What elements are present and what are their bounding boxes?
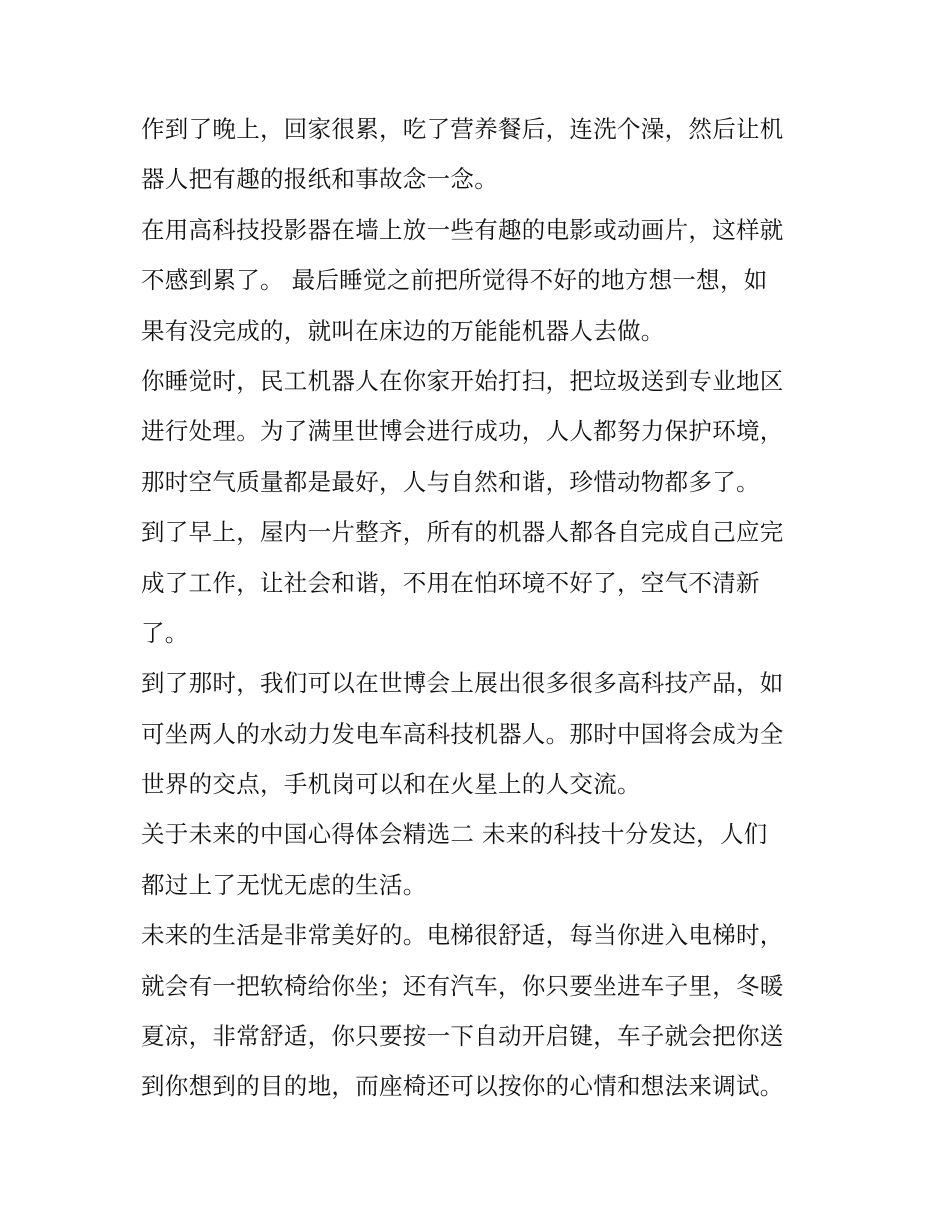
text-line: 关于未来的中国心得体会精选二 未来的科技十分发达，人们 <box>141 820 768 849</box>
text-line: 在用高科技投影器在墙上放一些有趣的电影或动画片，这样就 <box>141 215 784 244</box>
text-line: 作到了晚上，回家很累，吃了营养餐后，连洗个澡，然后让机 <box>141 115 784 143</box>
text-line: 到了早上，屋内一片整齐，所有的机器人都各自完成自己应完 <box>141 518 784 547</box>
text-line: 成了工作，让社会和谐，不用在怕环境不好了，空气不清新 <box>141 568 760 597</box>
text-line: 果有没完成的，就叫在床边的万能能机器人去做。 <box>141 316 665 345</box>
text-line: 了。 <box>141 618 189 647</box>
text-line: 器人把有趣的报纸和事故念一念。 <box>141 165 498 194</box>
text-line: 你睡觉时，民工机器人在你家开始打扫，把垃圾送到专业地区 <box>141 366 784 395</box>
text-line: 世界的交点，手机岗可以和在火星上的人交流。 <box>141 770 641 799</box>
text-line: 未来的生活是非常美好的。电梯很舒适，每当你进入电梯时， <box>141 921 784 950</box>
text-line: 那时空气质量都是最好，人与自然和谐，珍惜动物都多了。 <box>141 467 760 496</box>
text-line: 到你想到的目的地，而座椅还可以按你的心情和想法来调试。 <box>141 1072 784 1101</box>
body-text <box>141 104 821 1112</box>
text-line: 夏凉，非常舒适，你只要按一下自动开启键，车子就会把你送 <box>141 1022 784 1051</box>
text-line: 到了那时，我们可以在世博会上展出很多很多高科技产品，如 <box>141 669 784 698</box>
text-line: 都过上了无忧无虑的生活。 <box>141 870 427 899</box>
text-line: 进行处理。为了满里世博会进行成功，人人都努力保护环境， <box>141 417 784 446</box>
text-line: 不感到累了。 最后睡觉之前把所觉得不好的地方想一想，如 <box>141 266 768 295</box>
text-line: 可坐两人的水动力发电车高科技机器人。那时中国将会成为全 <box>141 719 784 748</box>
text-line: 就会有一把软椅给你坐；还有汽车，你只要坐进车子里，冬暖 <box>141 971 784 1000</box>
